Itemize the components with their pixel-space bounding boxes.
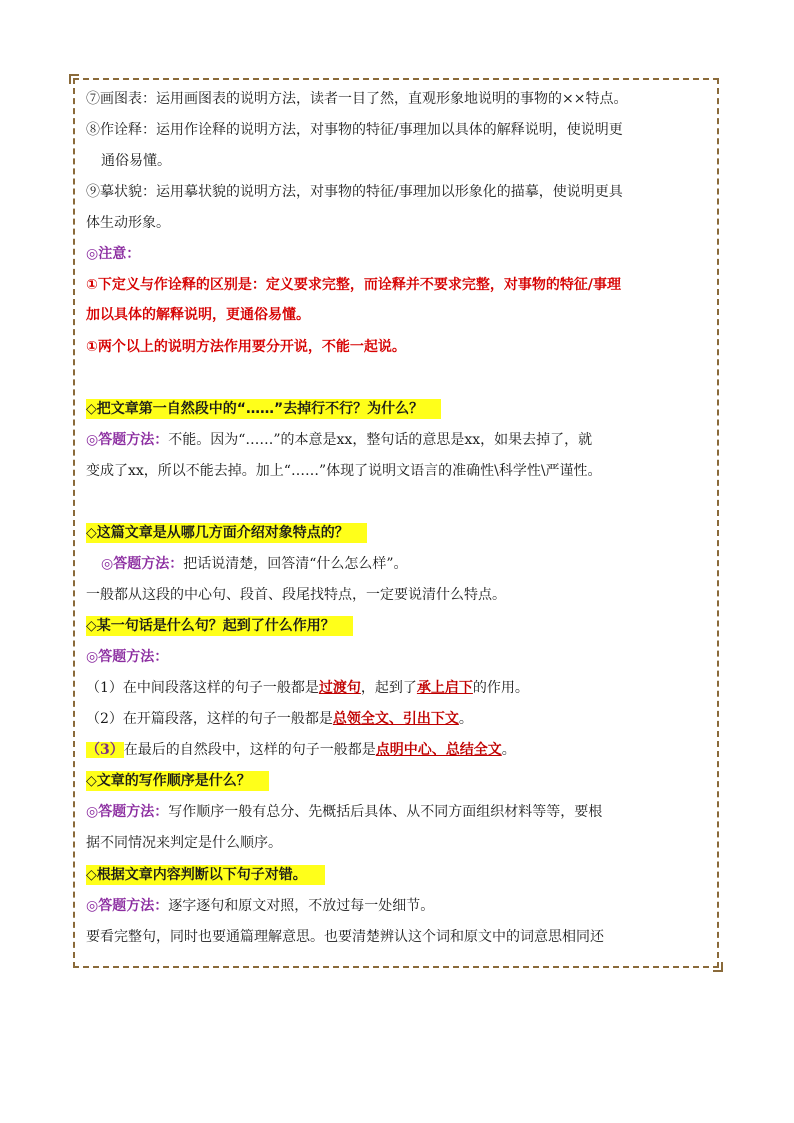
question-3-title: ◇某一句话是什么句？起到了什么作用？ xyxy=(86,616,353,636)
underlined-answer: 过渡句 xyxy=(318,680,361,696)
answer-1-line1 xyxy=(86,430,592,450)
underlined-answer: 点明中心、总结全文 xyxy=(375,742,502,758)
answer-4-line1 xyxy=(86,802,602,822)
text: 。 xyxy=(501,742,516,758)
answer-2-line1 xyxy=(101,554,408,574)
underlined-answer: 总领全文、引出下文 xyxy=(332,711,459,727)
method-label: ◎答题方法： xyxy=(86,898,169,914)
text: 在最后的自然段中，这样的句子一般都是 xyxy=(123,742,376,758)
question-1 xyxy=(86,399,441,419)
method-label: ◎答题方法： xyxy=(86,432,169,448)
method-label: ◎答题方法： xyxy=(101,556,184,572)
question-4 xyxy=(86,771,269,791)
highlighted-number: （3） xyxy=(86,742,124,758)
answer-5-line1 xyxy=(86,896,434,916)
answer-3-point3 xyxy=(86,740,516,760)
note-2: ①两个以上的说明方法作用要分开说，不能一起说。 xyxy=(86,339,406,355)
answer-4-line2: 据不同情况来判定是什么顺序。 xyxy=(86,835,282,851)
underlined-answer: 承上启下 xyxy=(416,680,473,696)
text: （2）在开篇段落，这样的句子一般都是 xyxy=(86,711,333,727)
note-1-line2: 加以具体的解释说明，更通俗易懂。 xyxy=(86,307,310,323)
item-9-line2: 体生动形象。 xyxy=(86,215,170,231)
answer-4-text: 写作顺序一般有总分、先概括后具体、从不同方面组织材料等等，要根 xyxy=(168,804,603,820)
question-3 xyxy=(86,616,353,636)
answer-3-point2 xyxy=(86,709,473,729)
method-label: ◎答题方法： xyxy=(86,804,169,820)
question-5-title: ◇根据文章内容判断以下句子对错。 xyxy=(86,865,325,885)
answer-1-text: 不能。因为“……”的本意是xx，整句话的意思是xx，如果去掉了，就 xyxy=(168,432,593,448)
answer-1-line2: 变成了xx，所以不能去掉。加上“……”体现了说明文语言的准确性\科学性\严谨性。 xyxy=(86,463,602,479)
item-7: ⑦画图表：运用画图表的说明方法，读者一目了然，直观形象地说明的事物的××特点。 xyxy=(86,91,628,107)
note-1-line1: ①下定义与作诠释的区别是：定义要求完整，而诠释并不要求完整，对事物的特征/事理 xyxy=(86,277,621,293)
item-9-line1: ⑨摹状貌：运用摹状貌的说明方法，对事物的特征/事理加以形象化的描摹，使说明更具 xyxy=(86,184,623,200)
question-5 xyxy=(86,865,325,885)
item-8-line2: 通俗易懂。 xyxy=(101,153,171,169)
answer-5-line2: 要看完整句，同时也要通篇理解意思。也要清楚辨认这个词和原文中的词意思相同还 xyxy=(86,929,604,945)
text: 。 xyxy=(458,711,473,727)
answer-2-line2: 一般都从这段的中心句、段首、段尾找特点，一定要说清什么特点。 xyxy=(86,587,506,603)
text: ，起到了 xyxy=(360,680,417,696)
question-2 xyxy=(86,523,367,543)
answer-3-point1 xyxy=(86,678,529,698)
note-title: ◎注意： xyxy=(86,246,141,262)
question-1-title: ◇把文章第一自然段中的“……”去掉行不行？为什么？ xyxy=(86,399,441,419)
item-8-line1: ⑧作诠释：运用作诠释的说明方法，对事物的特征/事理加以具体的解释说明，使说明更 xyxy=(86,122,623,138)
answer-2-text: 把话说清楚，回答清“什么怎么样”。 xyxy=(183,556,408,572)
answer-5-text: 逐字逐句和原文对照，不放过每一处细节。 xyxy=(168,898,435,914)
question-2-title: ◇这篇文章是从哪几方面介绍对象特点的？ xyxy=(86,523,367,543)
text: （1）在中间段落这样的句子一般都是 xyxy=(86,680,319,696)
question-4-title: ◇文章的写作顺序是什么？ xyxy=(86,771,269,791)
text: 的作用。 xyxy=(472,680,529,696)
method-label: ◎答题方法： xyxy=(86,649,169,665)
